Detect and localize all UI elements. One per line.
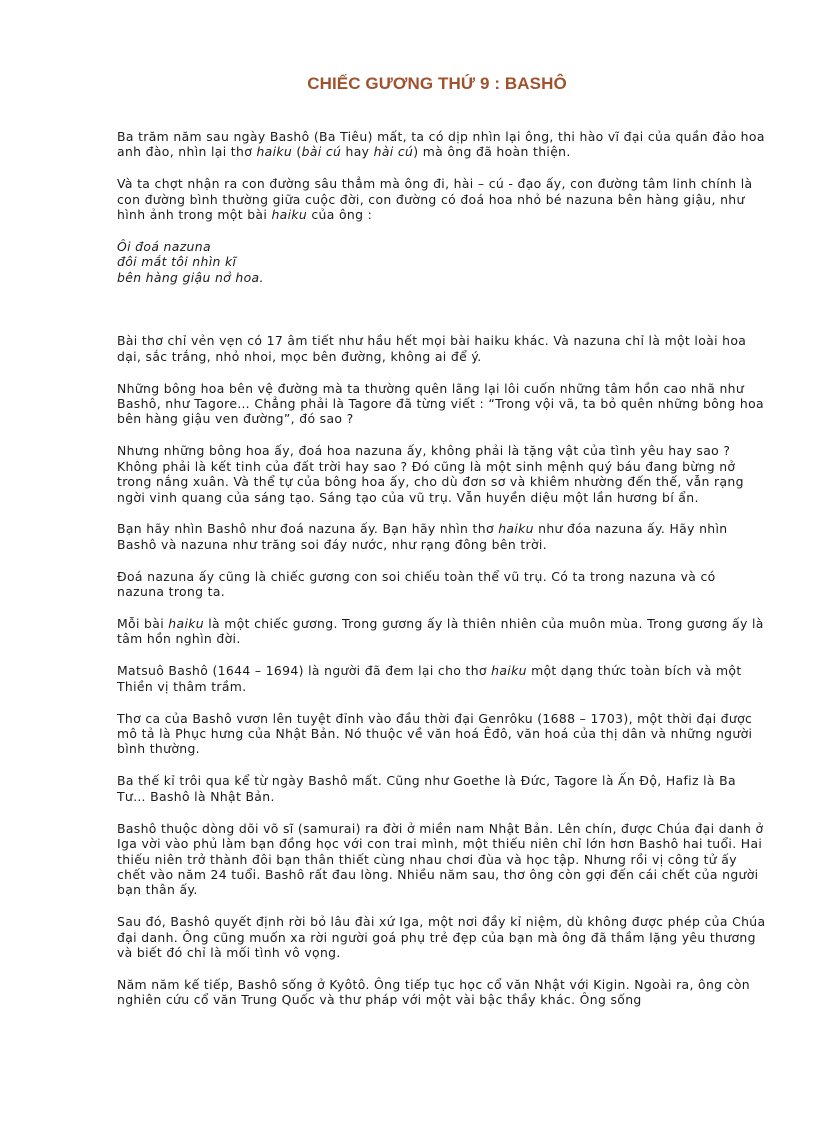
- text-run: Những bông hoa bên vệ đường mà ta thường quên lãng lại lôi cuốn những tâm hồn cao nhã như Bashô, như Tagore… Chẳng phải là Tagore đã từng viết : “Trong vội vã, ta bỏ quên những bông hoa bên hàng giậu ven đường”, đó sao ?: [117, 380, 764, 427]
- paragraph: [117, 381, 767, 427]
- italic-term: haiku: [168, 616, 204, 632]
- paragraph: [117, 521, 767, 552]
- text-run: Bài thơ chỉ vẻn vẹn có 17 âm tiết như hầu hết mọi bài haiku khác. Và nazuna chỉ là một loài hoa dại, sắc trắng, nhỏ nhoi, mọc bên đường, không ai để ý.: [117, 333, 747, 364]
- paragraph: [117, 569, 767, 600]
- paragraph: [117, 914, 767, 960]
- text-run: Thơ ca của Bashô vươn lên tuyệt đỉnh vào đầu thời đại Genrôku (1688 – 1703), một thời đại được mô tả là Phục hưng của Nhật Bản. Nó thuộc về văn hoá Êđô, văn hoá của thị dân và những người bình thường.: [117, 710, 753, 757]
- poem-line: đôi mắt tôi nhìn kĩ: [117, 254, 237, 270]
- text-run: ) mà ông đã hoàn thiện.: [413, 144, 571, 160]
- paragraph: [117, 333, 767, 364]
- text-run: (: [292, 144, 302, 160]
- paragraph: [117, 443, 767, 505]
- paragraph: [117, 663, 767, 694]
- page-title: CHIẾC GƯƠNG THỨ 9 : BASHÔ: [307, 74, 567, 93]
- text-run: Bashô thuộc dòng dõi võ sĩ (samurai) ra đời ở miền nam Nhật Bản. Lên chín, được Chúa đại danh ở Iga vời vào phủ làm bạn đồng học với con trai mình, một thiếu niên chỉ lớn hơn Bashô hai tuổi. Hai thiếu niên trở thành đôi bạn thân thiết cùng nhau chơi đùa và học tập. Nhưng rồi vị công tử ấy chết vào năm 24 tuổi. Bashô rất đau lòng. Nhiều năm sau, thơ ông còn gợi đến cái chết của người bạn thân ấy.: [117, 820, 764, 898]
- paragraph: [117, 129, 767, 160]
- paragraph: [117, 176, 767, 222]
- text-run: Bạn hãy nhìn Bashô như đoá nazuna ấy. Bạn hãy nhìn thơ: [117, 521, 499, 537]
- text-run: Đoá nazuna ấy cũng là chiếc gương con soi chiếu toàn thể vũ trụ. Có ta trong nazuna và có nazuna trong ta.: [117, 568, 716, 600]
- italic-term: haiku: [271, 207, 308, 223]
- italic-term: hài cú: [373, 144, 414, 160]
- paragraph: [117, 773, 767, 804]
- paragraph: [117, 616, 767, 647]
- text-run: hay: [341, 144, 374, 160]
- paragraph: [117, 977, 767, 1008]
- italic-term: bài cú: [301, 144, 342, 160]
- text-run: Matsuô Bashô (1644 – 1694) là người đã đem lại cho thơ: [117, 663, 492, 679]
- italic-term: haiku: [256, 144, 293, 160]
- text-run: của ông :: [307, 207, 373, 223]
- text-run: Ba trăm năm sau ngày Bashô (Ba Tiêu) mất, ta có dịp nhìn lại ông, thi hào vĩ đại của quần đảo hoa anh đào, nhìn lại thơ: [117, 129, 765, 160]
- paragraph: [117, 711, 767, 757]
- document-body: [117, 129, 767, 1024]
- text-run: Sau đó, Bashô quyết định rời bỏ lâu đài xứ Iga, một nơi đầy kỉ niệm, dù không được phép của Chúa đại danh. Ông cũng muốn xa rời người goá phụ trẻ đẹp của bạn mà ông đã thầm lặng yêu thương và biết đó chỉ là mối tình vô vọng.: [117, 914, 766, 961]
- poem-line: Ôi đoá nazuna: [117, 239, 211, 255]
- text-run: như đóa nazuna ấy. Hãy nhìn Bashô và nazuna như trăng soi đáy nước, như rạng đông bên trời.: [117, 521, 728, 552]
- text-run: Ba thế kỉ trôi qua kể từ ngày Bashô mất. Cũng như Goethe là Đức, Tagore là Ấn Độ, Hafiz là Ba Tư… Bashô là Nhật Bản.: [117, 773, 736, 804]
- text-run: Và ta chợt nhận ra con đường sâu thẳm mà ông đi, hài – cú - đạo ấy, con đường tâm linh chính là con đường bình thường giữa cuộc đời, con đường có đoá hoa nhỏ bé nazuna bên hàng giậu, như hình ảnh trong một bài: [117, 176, 753, 223]
- text-run: Mỗi bài: [117, 616, 169, 632]
- text-run: Nhưng những bông hoa ấy, đoá hoa nazuna ấy, không phải là tặng vật của tình yêu hay sao ? Không phải là kết tinh của đất trời hay sao ? Đó cũng là một sinh mệnh quý báu đang bừng nở trong nắng xuân. Và thể tự của bông hoa ấy, cho dù đơn sơ và khiêm nhường đến thế, vẫn rạng ngời vinh quang của sáng tạo. Sáng tạo của vũ trụ. Vẫn huyền diệu một lần hương bí ẩn.: [117, 443, 744, 505]
- paragraph: [117, 821, 767, 898]
- poem-line: bên hàng giậu nở hoa.: [117, 269, 264, 285]
- italic-term: haiku: [491, 663, 527, 679]
- italic-term: haiku: [498, 521, 534, 537]
- text-run: Năm năm kế tiếp, Bashô sống ở Kyôtô. Ông tiếp tục học cổ văn Nhật với Kigin. Ngoài ra, ông còn nghiên cứu cổ văn Trung Quốc và thư pháp với một vài bậc thầy khác. Ông sống: [117, 976, 750, 1008]
- text-run: một dạng thức toàn bích và một Thiền vị thâm trầm.: [117, 663, 742, 694]
- text-run: là một chiếc gương. Trong gương ấy là thiên nhiên của muôn mùa. Trong gương ấy là tâm hồn nghìn đời.: [117, 616, 764, 647]
- poem: [117, 239, 767, 285]
